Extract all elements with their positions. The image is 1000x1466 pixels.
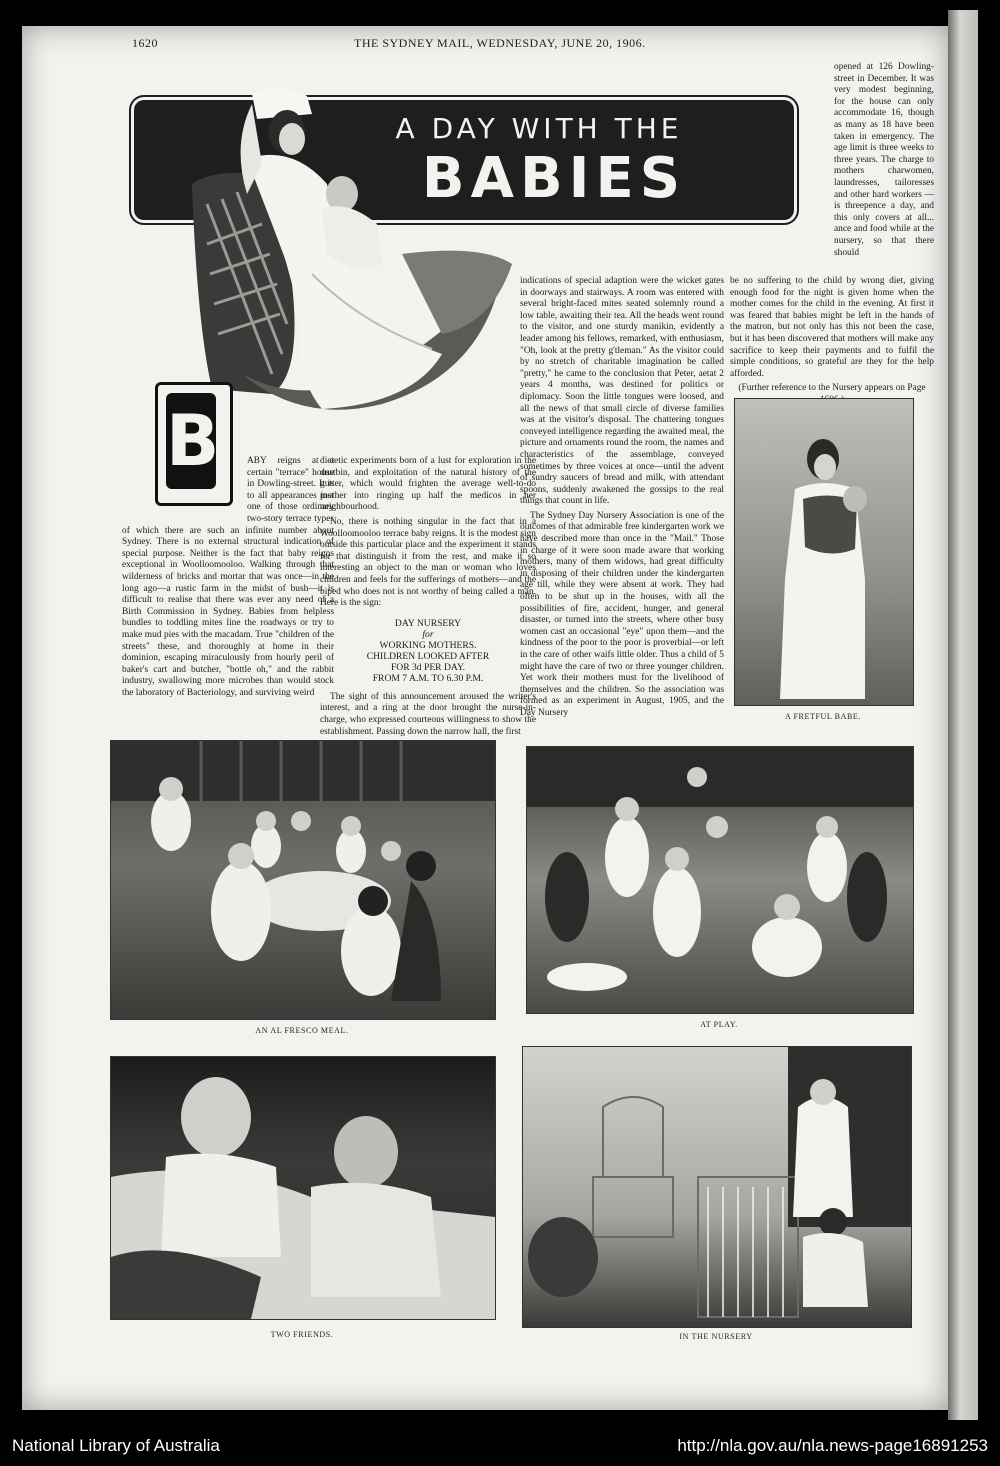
article-paragraph: indications of special adaption were the wicket gates in doorways and stairways. A room was entered with several bright-faced mites seated solemnly round a low table, awaiting their tea. All the heads went round to the visitor, and one sturdy manikin, evidently a leader among his fellows, remarked, with enthusiasm, "Oh, look at the pretty g'tleman." As the visitor could by no stretch of charitable imagination be called "pretty," he came to the conclusion that Peter, aetat 2 years 4 months, was destined for politics or diplomacy. Soon the little tongues were loosed, and all the news of that small circle of diverse families was at the visitor's disposal. The chattering tongues conveyed intelligence regarding the awaited meal, the picture and ornaments round the room, the names and characteristics of the assemblage, conveyed sometimes by three voices at once—until the advent of sundry saucers of bread and milk, with attendant spoons, suddenly awakened the gossips to the real things that count in life. [520,276,724,507]
at-play-drawing [527,747,913,1013]
two-friends-drawing [111,1057,495,1319]
dropcap-spacer [122,456,247,514]
adjacent-page-edge [948,10,978,1420]
al-fresco-meal-drawing [111,741,495,1019]
newspaper-page [22,26,948,1410]
article-paragraph: The sight of this announcement aroused the writer's interest, and a ring at the door brought the nurse-in-charge, who expressed courteous willingness to show the establishment. Passing down the narrow hall, the first [320,691,536,737]
footer-source: National Library of Australia [12,1436,220,1455]
article-paragraph: be no suffering to the child by wrong diet, giving enough food for the night is given home when the mother comes for the child in the evening. At first it was feared that babies might be left in the hands of the matron, but not only has this not been the case, but it has been discovered that mothers will make any sacrifice to keep their payments and to fulfil the simple conditions, so grateful are they for the help afforded. [730,276,934,379]
caption-at-play: AT PLAY. [700,1020,738,1029]
article-column-4-top [834,62,934,280]
nursery-sign-notice [320,618,536,684]
article-column-2 [320,456,536,750]
notice-line: for [422,628,434,640]
article-paragraph: The Sydney Day Nursery Association is one of the outcomes of that admirable free kindergarten work we have described more than once in the "Mail." Those in charge of it were soon made aware that working mothers, many of them widows, had great difficulty in disposing of their children under the kindergarten age till, while they were absent at work. They had often to be shut up in the houses, with all the possibilities of fire, accident, hunger, and general disaster, or turned into the streets, where other busy women cast an occasional "eye" upon them—and the kindness of the poor to the poor is proverbial—or left in the care of other waifs little older. Thus a child of 5 might have the care of two or three younger children. Yet work their mothers must for the livelihood of themselves and the children. So the association was formed as an experiment in August, 1905, and the Day Nursery [520,510,724,718]
photo-two-friends [110,1056,496,1320]
archive-footer [0,1430,1000,1466]
caption-in-the-nursery: IN THE NURSERY [679,1332,753,1341]
nurse-with-baby-illustration [152,74,512,424]
title-line-1: A DAY WITH THE [395,112,683,145]
article-column-3 [520,276,724,746]
photo-fretful-babe [734,398,914,706]
fretful-babe-drawing [735,399,913,705]
notice-line: WORKING MOTHERS. [379,639,477,651]
notice-line: CHILDREN LOOKED AFTER [366,650,490,662]
title-line-2: BABIES [421,146,687,211]
caption-two-friends: TWO FRIENDS. [270,1330,334,1339]
article-note: (Further reference to the Nursery appears on Page [738,383,926,394]
notice-line: FROM 7 A.M. TO 6.30 P.M. [372,672,484,684]
caption-al-fresco-meal: AN AL FRESCO MEAL. [255,1026,349,1035]
page-header [22,34,948,54]
article-column-4 [730,276,934,398]
caption-fretful-babe: A FRETFUL BABE. [784,712,862,721]
notice-line: FOR 3d PER DAY. [390,661,466,673]
article-column-1 [122,456,334,730]
drop-cap-letter: B [166,393,216,489]
article-paragraph: dietetic experiments born of a lust for exploration in the dustbin, and exploitation of the natural history of the gutter, which would frighten the average well-to-do mother into ringing up half the medicos in her neighbourhood. [320,456,536,513]
in-the-nursery-drawing [523,1047,911,1327]
page-number: 1620 [132,36,158,50]
notice-line: DAY NURSERY [394,617,462,629]
masthead: THE SYDNEY MAIL, WEDNESDAY, JUNE 20, 1906. [354,36,646,50]
article-paragraph: ABY reigns at a certain "terrace" house in Dowling-street. It is to all appearances just one of those ordinary two-story terrace types of which there are such an infinite number about Sydney. There is no external structural indication of special purpose. Neither is the fact that baby reigns exceptional in Woolloomooloo. Walking through that wilderness of bricks and mortar that was once—in the long ago—a rustic farm in the midst of bush—it is difficult to realise that there was ever any need of a Birth Commission in Sydney. Babies from helpless bundles to toddling mites line the roadways or try to make mud pies with the macadam. True "children of the streets" these, and thoroughly at home in their dominion, escaping miraculously from hourly peril of baker's cart and butcher, "bottle oh," and the rabbit industry, swallowing more microbes than would stock the laboratory of Bacteriology, and surviving weird [122,456,334,698]
article-paragraph: opened at 126 Dowling-street in December. It was very modest beginning, for the house can only accommodate 16, though as many as 18 have been taken in emergency. The age limit is three weeks to three years. The charge to mothers charwomen, laundresses, tailoresses and other hard workers — is threepence a day, and this only covers at all... ance and food while at the nursery, so that there should [834,62,934,258]
article-paragraph: No, there is nothing singular in the fact that in a Woolloomooloo terrace baby reigns. It is the modest sign outside this particular place and the experiment it stands for that distinguish it from the rest, and make it so interesting an object to the man or woman who loves children and feels for the sufferings of mothers—and the biped who does not is not worthy of being called a man. Here is the sign: [320,516,536,609]
footer-url[interactable]: http://nla.gov.au/nla.news-page16891253 [677,1436,988,1455]
photo-at-play [526,746,914,1014]
photo-al-fresco-meal [110,740,496,1020]
photo-in-the-nursery [522,1046,912,1328]
